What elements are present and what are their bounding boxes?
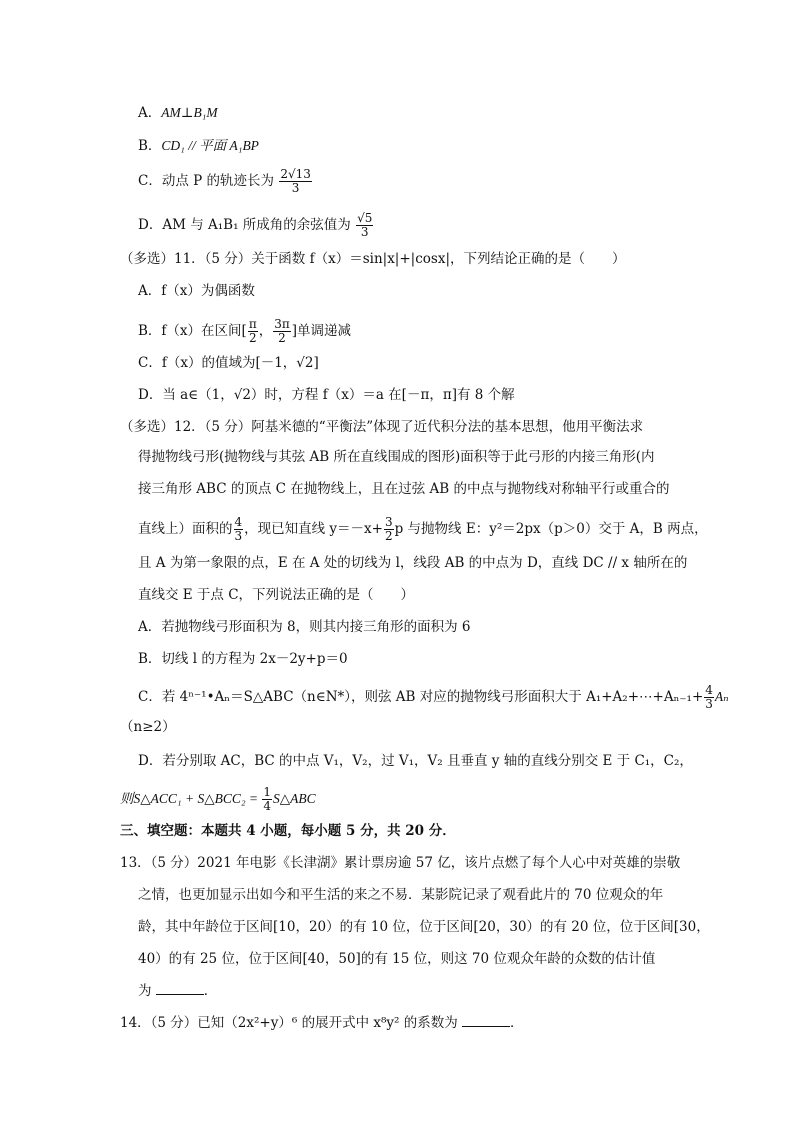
text: Aₙ [714, 689, 729, 704]
q12-line-6: 直线交 E 于点 C，下列说法正确的是（ ） [138, 587, 415, 603]
fraction-denominator: 2 [384, 529, 393, 543]
q11-option-d: D．当 a∈（1，√2）时，方程 f（x）＝a 在[－π，π]有 8 个解 [138, 387, 515, 403]
section-heading: 三、填空题：本题共 4 小题，每小题 5 分，共 20 分． [120, 823, 456, 839]
q14-line [120, 1014, 524, 1032]
q13-line-3: 龄，其中年龄位于区间[10，20）的有 10 位，位于区间[20，30）的有 20 位，位于区间[30， [138, 919, 710, 935]
q12-option-b: B．切线 l 的方程为 2x－2y+p＝0 [138, 651, 348, 667]
text: 14．（5 分）已知（2x²+y）⁶ 的展开式中 x⁸y² 的系数为 [120, 1015, 458, 1031]
fraction [262, 786, 272, 813]
fraction-denominator: 4 [263, 799, 272, 813]
q12-option-c-line-2: （n≥2） [120, 719, 176, 735]
fraction-denominator: 3 [360, 225, 369, 239]
fraction-numerator: 1 [263, 785, 272, 799]
fraction-numerator: 4 [234, 515, 243, 529]
text: 则S△ACC₁ + S△BCC₂ = [120, 791, 262, 806]
option-text: B．f（x）在区间[ [138, 323, 247, 339]
q12-line-1: （多选）12．（5 分）阿基米德的“平衡法”体现了近代积分法的基本思想，他用平衡法求 [120, 419, 644, 435]
q11-option-c: C．f（x）的值域为[－1，√2] [138, 355, 319, 371]
q11-stem: （多选）11．（5 分）关于函数 f（x）＝sin|x|+|cosx|，下列结论正确的是（ ） [120, 251, 626, 267]
q13-line-4: 40）的有 25 位，位于区间[40，50]的有 15 位，则这 70 位观众年龄的众数的估计值 [138, 951, 656, 967]
q12-line-5: 且 A 为第一象限的点，E 在 A 处的切线为 l，线段 AB 的中点为 D，直线 DC // x 轴所在的 [138, 555, 688, 571]
q12-option-c [138, 684, 729, 711]
q12-line-4 [138, 516, 708, 543]
fraction [384, 516, 394, 543]
fraction [704, 684, 714, 711]
q13-line-5 [138, 982, 217, 1000]
fraction-denominator: 3 [291, 181, 300, 195]
q12-option-d-line-2 [120, 786, 316, 813]
q12-option-a: A．若抛物线弓形面积为 8，则其内接三角形的面积为 6 [138, 619, 471, 635]
option-text-plane: A₁BP [229, 138, 259, 153]
fraction-numerator: 2√13 [280, 167, 311, 181]
fraction-numerator: 3π [274, 317, 290, 331]
fraction [279, 168, 312, 195]
option-label: A． [138, 105, 162, 121]
fraction-numerator: π [248, 317, 257, 331]
text: p 与抛物线 E：y²＝2px（p＞0）交于 A，B 两点， [394, 521, 708, 537]
text: S△ABC [273, 791, 316, 806]
q10-option-c [138, 168, 313, 195]
q13-line-2: 之情，也更加显示出如今和平生活的来之不易．某影院记录了观看此片的 70 位观众的年 [138, 887, 664, 903]
answer-blank[interactable] [156, 982, 204, 995]
q12-line-2: 得抛物线弓形(抛物线与其弦 AB 所在直线围成的图形)面积等于此弓形的内接三角形(内 [138, 449, 655, 465]
fraction-denominator: 2 [278, 331, 286, 345]
option-label: B． [138, 138, 162, 154]
q13-line-1: 13．（5 分）2021 年电影《长津湖》累计票房逾 57 亿，该片点燃了每个人心中对英雄的崇敬 [120, 855, 681, 871]
fraction-denominator: 3 [705, 697, 713, 711]
fraction-numerator: √5 [357, 211, 373, 225]
option-text: 动点 P 的轨迹长为 [161, 173, 275, 189]
option-text: ]单调递减 [291, 323, 352, 339]
q10-option-a [138, 104, 218, 122]
option-label: C． [138, 173, 162, 189]
q10-option-b [138, 137, 259, 155]
q11-option-a: A．f（x）为偶函数 [138, 283, 255, 299]
fraction [234, 516, 244, 543]
q12-option-d-line-1: D．若分别取 AC，BC 的中点 V₁，V₂，过 V₁，V₂ 且垂直 y 轴的直线分别交 E 于 C₁，C₂， [138, 753, 693, 769]
option-text: AM 与 A₁B₁ 所成角的余弦值为 [162, 217, 351, 233]
q10-option-d [138, 212, 374, 239]
answer-blank[interactable] [462, 1014, 510, 1027]
fraction [356, 212, 373, 239]
q12-line-3: 接三角形 ABC 的顶点 C 在抛物线上，且在过弦 AB 的中点与抛物线对称轴平行或重合的 [138, 481, 670, 497]
q11-option-b [138, 318, 351, 345]
text: C．若 4ⁿ⁻¹•Aₙ＝S△ABC（n∈N*），则弦 AB 对应的抛物线弓形面积大于 A₁+A₂+⋯+Aₙ₋₁+ [138, 689, 704, 705]
text: ，现已知直线 y＝－x+ [244, 521, 383, 537]
text: 直线上）面积的 [138, 521, 233, 537]
fraction [248, 318, 258, 345]
option-text: AM⊥B₁M [161, 105, 218, 120]
fraction-denominator: 3 [234, 529, 243, 543]
option-text: CD₁ // 平面 [161, 138, 230, 153]
text: 为 [138, 983, 152, 999]
text: ． [203, 983, 218, 999]
fraction-numerator: 4 [705, 683, 713, 697]
separator: ， [258, 323, 273, 339]
fraction-numerator: 3 [384, 515, 393, 529]
fraction [273, 318, 291, 345]
option-label: D． [138, 217, 163, 233]
fraction-denominator: 2 [248, 331, 257, 345]
text: ． [510, 1015, 524, 1031]
